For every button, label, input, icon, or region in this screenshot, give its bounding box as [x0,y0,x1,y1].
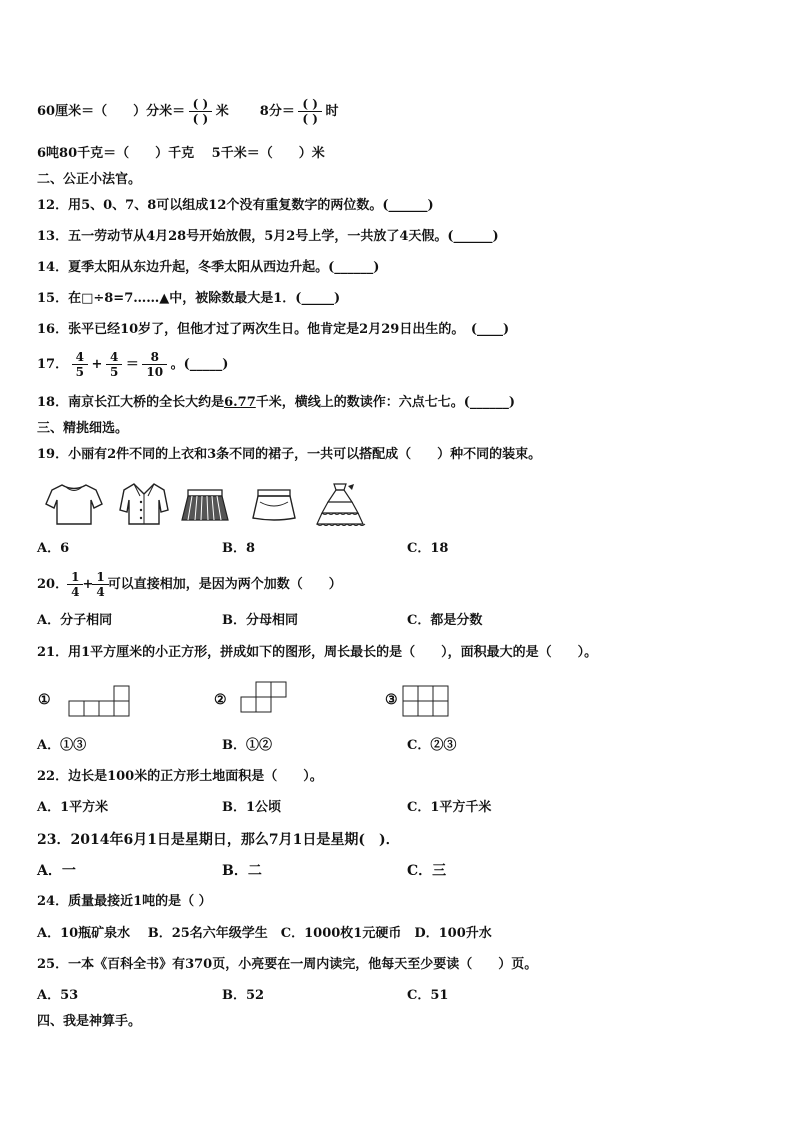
question-22: 22．边长是100米的正方形土地面积是（ ）。 [37,769,323,784]
q24-options: A．10瓶矿泉水 B．25名六年级学生 C．1000枚1元硬币 D．100升水 [37,926,492,941]
question-19: 19．小丽有2件不同的上衣和3条不同的裙子，一共可以搭配成（ ）种不同的装束。 [37,447,542,462]
fill-r1-text-a: 60厘米＝（ ）分米＝ [37,104,186,119]
shape-label-3: ③ [385,692,398,708]
question-12: 12．用5、0、7、8可以组成12个没有重复数字的两位数。(______) [37,198,434,213]
q25-option-a: A．53 [37,988,79,1003]
question-13: 13．五一劳动节从4月28号开始放假，5月2号上学，一共放了4天假。(______) [37,229,499,244]
question-25: 25．一本《百科全书》有370页，小亮要在一周内读完，他每天至少要读（ ）页。 [37,957,538,972]
ruffled-skirt-icon [314,482,366,526]
question-21: 21．用1平方厘米的小正方形，拼成如下的图形，周长最长的是（ ），面积最大的是（ ）。 [37,645,598,660]
q19-option-b: B．8 [222,541,256,556]
underlined-number: 6.77 [224,395,256,410]
q25-option-c: C．51 [407,988,449,1003]
q22-option-b: B．1公顷 [222,800,282,815]
q25-option-b: B．52 [222,988,265,1003]
shirt-icon [44,482,104,526]
q21-option-b: B．①② [222,738,272,753]
question-18: 18．南京长江大桥的全长大约是6.77千米，横线上的数读作：六点七七。(______) [37,395,516,410]
question-16: 16．张平已经10岁了，但他才过了两次生日。他肯定是2月29日出生的。 (____) [37,322,510,337]
section-2-title: 二、公正小法官。 [37,172,142,187]
fill-row-1 [37,97,338,126]
shape-label-1: ① [38,692,51,708]
fraction-blank: $\frac{( )}{( )}$ [191,97,211,126]
pleated-skirt-icon [180,488,230,522]
q23-option-c: C．三 [407,863,447,879]
q20-option-a: A．分子相同 [37,613,113,628]
shape-1 [68,684,132,718]
q19-option-c: C．18 [407,541,449,556]
section-3-title: 三、精挑细选。 [37,421,129,436]
q23-option-b: B．二 [222,863,262,879]
skirt-icon [250,488,298,522]
fraction-blank-2: $\frac{( )}{( )}$ [300,97,320,126]
section-4-title: 四、我是神算手。 [37,1014,142,1029]
fill-r1-text-b: 米 [215,104,229,119]
q20-option-b: B．分母相同 [222,613,298,628]
question-20: 20． $\frac{1}{4}$ + $\frac{1}{4}$ 可以直接相加，是因为两个加数（ ） [37,570,342,599]
q22-option-a: A．1平方米 [37,800,109,815]
fill-row-2: 6吨80千克＝（ ）千克 5千米＝（ ）米 [37,146,325,161]
q19-option-a: A．6 [37,541,70,556]
q20-option-c: C．都是分数 [407,613,483,628]
q21-option-a: A．①③ [37,738,87,753]
q22-option-c: C．1平方千米 [407,800,492,815]
question-23: 23．2014年6月1日是星期日，那么7月1日是星期( )． [37,832,400,848]
jacket-icon [118,482,170,526]
shape-label-2: ② [214,692,227,708]
shape-2 [240,680,290,714]
question-14: 14．夏季太阳从东边升起，冬季太阳从西边升起。(______) [37,260,380,275]
fill-r1-text-d: 时 [325,104,339,119]
fill-r1-text-c: 8分＝ [259,104,295,119]
q23-option-a: A．一 [37,863,76,879]
question-15: 15．在□÷8=7……▲中，被除数最大是1．(_____) [37,291,341,306]
q21-option-c: C．②③ [407,738,457,753]
question-24: 24．质量最接近1吨的是（ ） [37,894,212,909]
question-17: 17． $\frac{4}{5}$ + $\frac{4}{5}$ ＝ $\frac{8}{10}$ 。(_____) [37,350,229,379]
shape-3 [402,684,452,718]
